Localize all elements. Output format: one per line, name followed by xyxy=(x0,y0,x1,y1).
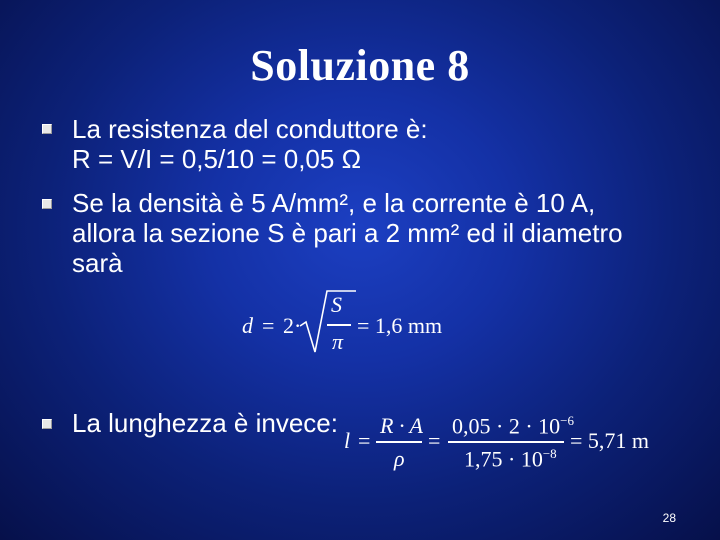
formula-l-frac1-den: ρ xyxy=(394,446,405,471)
formula-d-lhs: d xyxy=(242,313,253,338)
formula-d-result: = 1,6 mm xyxy=(357,313,443,338)
sqrt-radical-icon xyxy=(298,288,358,356)
bullet-text-2 xyxy=(72,188,672,278)
page-number: 28 xyxy=(662,511,676,525)
formula-l-frac2-num-base: 0,05 · 2 · 10 xyxy=(452,413,561,439)
bullet-2-line-3: sarà xyxy=(72,248,123,278)
bullet-marker-1 xyxy=(42,124,52,134)
formula-l-eq1: = xyxy=(358,428,371,453)
formula-l-frac2-num xyxy=(452,413,574,439)
bullet-1-line-2: R = V/I = 0,5/10 = 0,05 Ω xyxy=(72,144,362,174)
formula-l-lhs: l xyxy=(344,428,351,453)
formula-l-frac2-den-exp: −8 xyxy=(542,446,557,461)
bullet-text-3 xyxy=(72,408,342,438)
bullet-text-1 xyxy=(72,114,672,174)
formula-l-eq2: = xyxy=(428,428,441,453)
formula-l-frac1-bar xyxy=(376,441,422,443)
slide-title: Soluzione 8 xyxy=(250,41,470,90)
formula-l-result: = 5,71 m xyxy=(570,428,650,453)
bullet-2-line-2: allora la sezione S è pari a 2 mm² ed il diametro xyxy=(72,218,623,248)
bullet-2-line-1: Se la densità è 5 A/mm², e la corrente è 10 A, xyxy=(72,188,596,218)
formula-l-frac2-bar xyxy=(448,441,564,443)
bullet-marker-2 xyxy=(42,199,52,209)
bullet-1-line-1: La resistenza del conduttore è: xyxy=(72,114,428,144)
formula-l-frac2-num-exp: −6 xyxy=(560,413,574,428)
formula-d-den: π xyxy=(332,329,344,354)
bullet-3-line-1: La lunghezza è invece: xyxy=(72,408,338,438)
formula-d-num: S xyxy=(331,292,342,317)
formula-l-frac2-den-base: 1,75 · 10 xyxy=(464,446,543,472)
formula-l-frac1-num: R · A xyxy=(380,413,423,438)
bullet-marker-3 xyxy=(42,419,52,429)
formula-d-coef: 2· xyxy=(283,313,302,338)
formula-d-frac-bar xyxy=(327,324,351,326)
formula-d-eq: = xyxy=(262,313,275,338)
formula-l-frac2-den xyxy=(464,446,557,472)
